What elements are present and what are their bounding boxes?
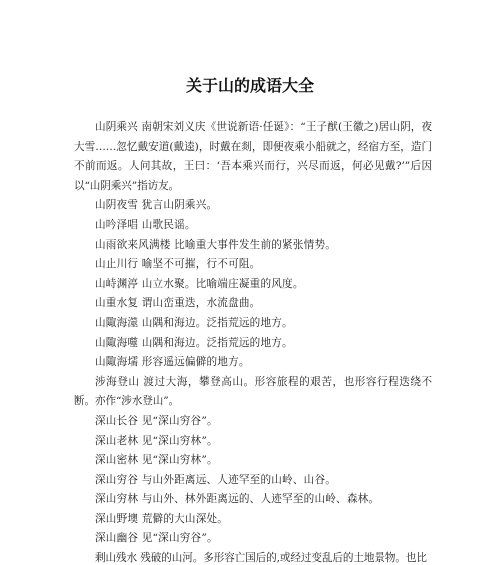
idiom-entry: 山陬海噬 山隅和海边。泛指荒远的地方。 (95, 336, 293, 349)
idiom-entry: 深山老林 见“深山穷林”。 (95, 434, 218, 447)
idiom-entry: 深山穷林 与山外、林外距离远的、人迹罕至的山岭、森林。 (95, 493, 380, 506)
idiom-entry: 涉海登山 渡过大海，攀登高山。形容旅程的艰苦，也形容行程迭绕不断。亦作“涉水登山”。 (74, 375, 432, 408)
idiom-entry: 深山幽谷 见“深山穷谷”。 (95, 532, 218, 545)
page-title: 关于山的成语大全 (185, 76, 314, 95)
idiom-entry: 山阴夜雪 犹言山阴乘兴。 (95, 199, 218, 212)
idiom-entry: 深山野墺 荒僻的大山深处。 (95, 512, 229, 525)
idiom-entry: 山重水复 谓山峦重迭，水流盘曲。 (95, 297, 261, 310)
document-body (74, 118, 432, 565)
idiom-entry: 山陬海澨 山隅和海边。泛指荒远的地方。 (95, 316, 293, 329)
idiom-entry-shanyin-chengxing: 山阴乘兴 南朝宋刘义庆《世说新语·任诞》：“王子猷(王徽之)居山阴，夜大雪……忽忆戴安道(戴逵)，时戴在剡，即便夜乘小船就之，经宿方至，造门不前而返。人问其故，王曰：‘吾本乘兴而行，兴尽而返，何必见戴?’”后因以“山阴乘兴”指访友。 (74, 121, 432, 192)
idiom-entry: 山吟泽唱 山歌民谣。 (95, 218, 196, 231)
idiom-entry: 深山密林 见“深山穷林”。 (95, 454, 218, 467)
idiom-entry: 山陬海壖 形容遥远偏僻的地方。 (95, 356, 250, 369)
idiom-entry: 剩山残水 残破的山河。多形容亡国后的,或经过变乱后的土地景物。也比 (95, 552, 427, 565)
idiom-entry: 深山长谷 见“深山穷谷”。 (95, 414, 218, 427)
idiom-entry: 山止川行 喻坚不可摧，行不可阻。 (95, 258, 261, 271)
idiom-entry: 山雨欲来风满楼 比喻重大事件发生前的紧张情势。 (95, 238, 337, 251)
idiom-entry: 深山穷谷 与山外距离远、人迹罕至的山岭、山谷。 (95, 473, 337, 486)
idiom-entry: 山峙渊渟 山立水聚。比喻端庄凝重的风度。 (95, 277, 304, 290)
